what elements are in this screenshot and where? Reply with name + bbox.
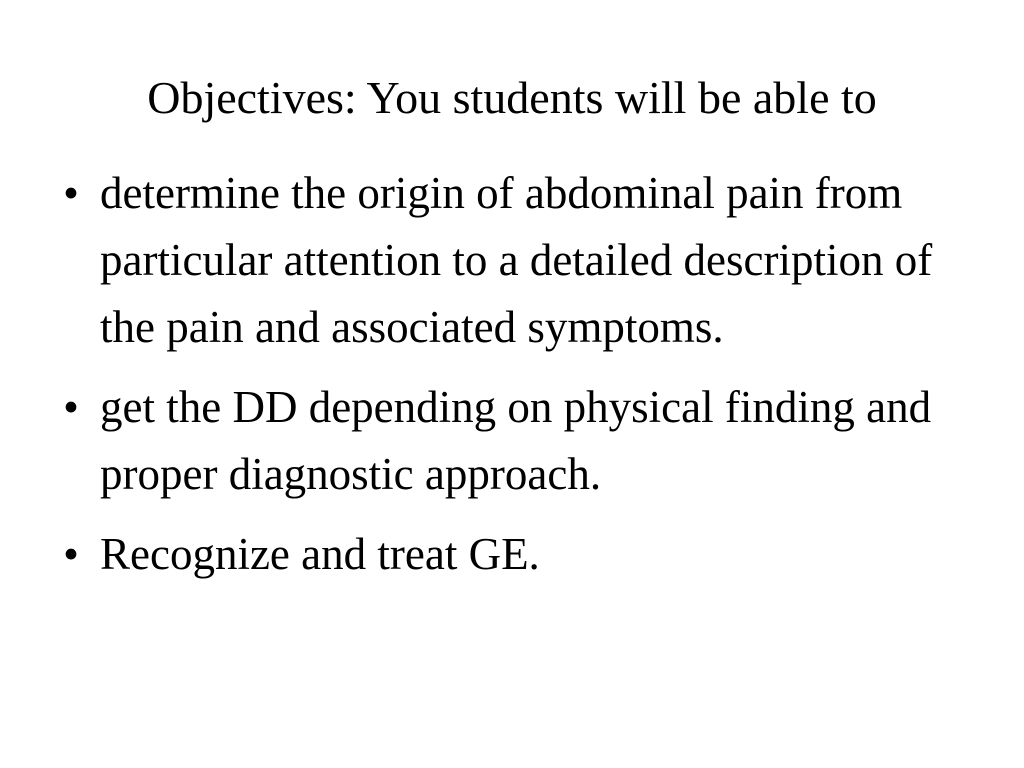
- list-item: [56, 160, 976, 361]
- list-item: [56, 374, 976, 508]
- list-item: [56, 521, 976, 588]
- objectives-list: [56, 160, 976, 601]
- bullet-icon: •: [63, 382, 79, 432]
- bullet-text: Recognize and treat GE.: [100, 529, 540, 579]
- bullet-icon: •: [63, 529, 79, 579]
- slide-title: Objectives: You students will be able to: [147, 72, 877, 123]
- bullet-text: determine the origin of abdominal pain from particular attention to a detailed description of the pain and associated symptoms.: [100, 168, 933, 352]
- bullet-icon: •: [63, 168, 79, 218]
- bullet-text: get the DD depending on physical finding and proper diagnostic approach.: [100, 382, 932, 499]
